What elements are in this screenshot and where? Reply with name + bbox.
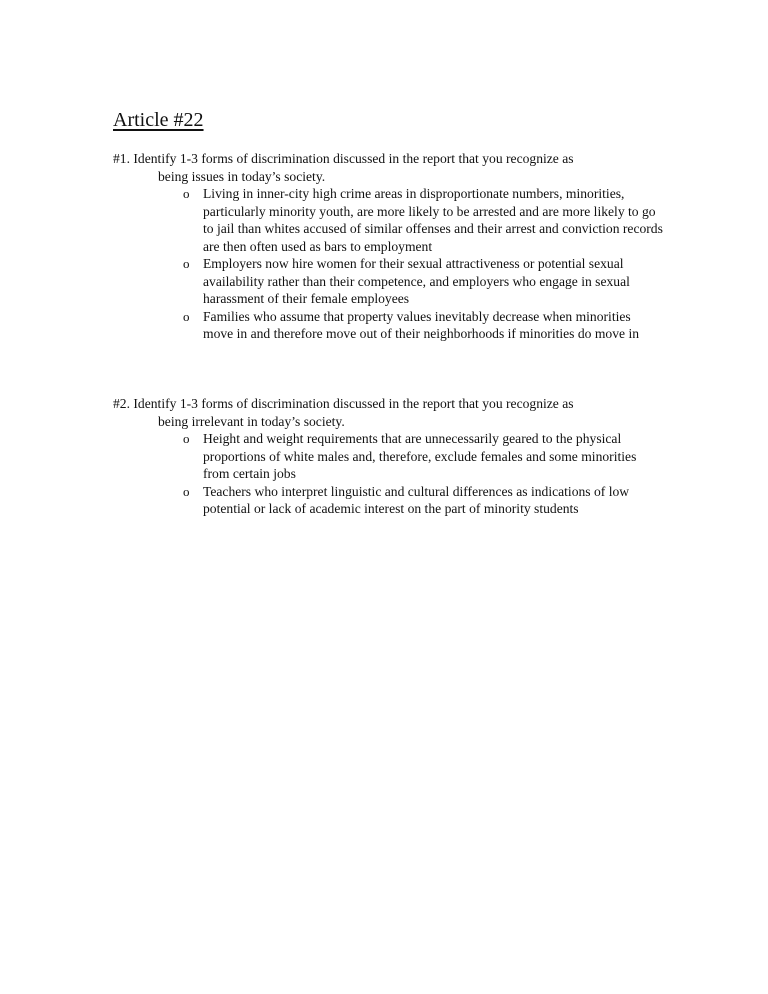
bullet-icon: o xyxy=(183,483,190,499)
answer-item xyxy=(113,430,663,483)
answer-item xyxy=(113,255,663,308)
bullet-icon: o xyxy=(183,256,190,271)
question-1-answers xyxy=(113,185,663,343)
question-1-text-continued: being issues in today’s society. xyxy=(158,168,326,184)
answer-text: Families who assume that property values inevitably decrease when minorities move in and therefore move out of their neighborhoods if minorities do move in xyxy=(203,308,640,341)
question-2 xyxy=(113,395,643,518)
question-2-text-continued: being irrelevant in today’s society. xyxy=(158,413,345,429)
bullet-icon: o xyxy=(183,186,190,201)
answer-text: Living in inner-city high crime areas in disproportionate numbers, minorities, particularly minority youth, are more likely to be arrested and are more likely to go to jail than whites accused of similar offenses and their arrest and conviction records are then often used as bars to employment xyxy=(203,186,663,254)
answer-text: Employers now hire women for their sexual attractiveness or potential sexual availability rather than their competence, and employers who engage in sexual harassment of their female employees xyxy=(203,256,630,306)
question-2-text: #2. Identify 1-3 forms of discrimination discussed in the report that you recognize as xyxy=(113,396,574,411)
answer-item xyxy=(113,483,663,518)
question-1 xyxy=(113,150,663,343)
question-1-text: #1. Identify 1-3 forms of discrimination discussed in the report that you recognize as xyxy=(113,151,574,166)
answer-text: Height and weight requirements that are unnecessarily geared to the physical proportions of white males and, therefore, exclude females and some minorities from certain jobs xyxy=(203,431,637,481)
bullet-icon: o xyxy=(183,308,190,324)
question-2-answers xyxy=(113,430,643,518)
page-title: Article #22 xyxy=(113,109,204,131)
answer-text: Teachers who interpret linguistic and cultural differences as indications of low potential or lack of academic interest on the part of minority students xyxy=(203,483,630,516)
answer-item xyxy=(113,185,663,255)
answer-item xyxy=(113,308,663,343)
bullet-icon: o xyxy=(183,431,190,446)
